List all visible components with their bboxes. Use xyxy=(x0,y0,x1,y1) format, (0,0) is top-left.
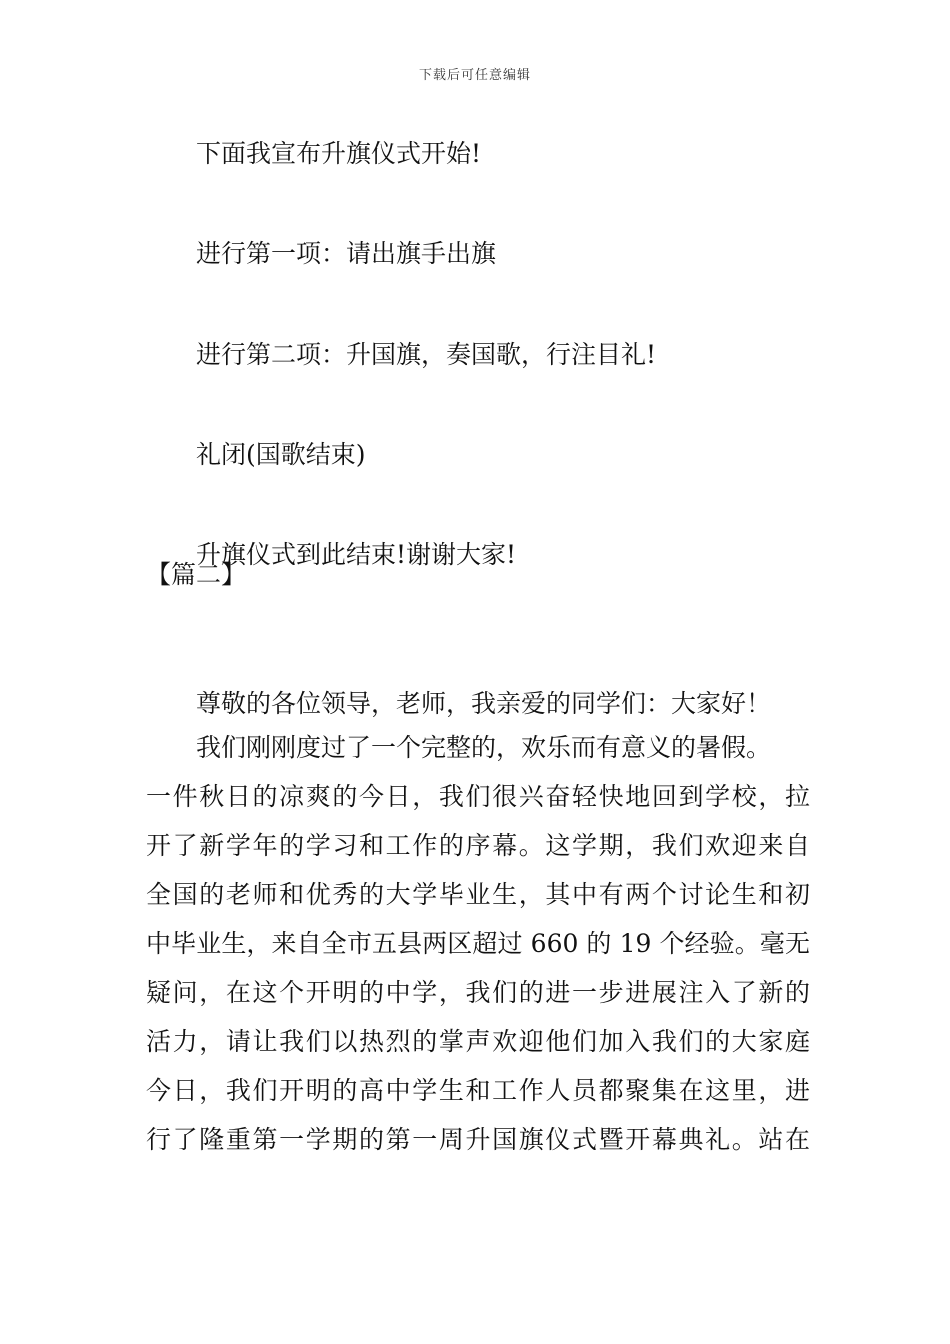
ceremony-line-closing: 升旗仪式到此结束!谢谢大家! xyxy=(196,540,517,569)
paragraph-line: 今日，我们开明的高中学生和工作人员都聚集在这里，进 xyxy=(146,1076,810,1105)
ceremony-line-item-two: 进行第二项：升国旗，奏国歌，行注目礼! xyxy=(196,340,657,369)
ceremony-line-item-one: 进行第一项：请出旗手出旗 xyxy=(196,239,497,268)
paragraph-line: 全国的老师和优秀的大学毕业生，其中有两个讨论生和初 xyxy=(146,880,810,909)
paragraph-line: 我们刚刚度过了一个完整的，欢乐而有意义的暑假。 xyxy=(196,733,772,762)
ceremony-line-anthem-end: 礼闭(国歌结束) xyxy=(196,440,366,469)
paragraph-line: 中毕业生，来自全市五县两区超过 660 的 19 个经验。毫无 xyxy=(146,929,810,958)
paragraph-line: 一件秋日的凉爽的今日，我们很兴奋轻快地回到学校，拉 xyxy=(146,782,810,811)
paragraph-line: 行了隆重第一学期的第一周升国旗仪式暨开幕典礼。站在 xyxy=(146,1125,810,1154)
page-header: 下载后可任意编辑 xyxy=(418,68,531,83)
paragraph-line: 活力，请让我们以热烈的掌声欢迎他们加入我们的大家庭 xyxy=(146,1027,810,1056)
section-title: 【篇二】 xyxy=(146,560,247,589)
greeting-line: 尊敬的各位领导，老师，我亲爱的同学们：大家好！ xyxy=(196,689,772,718)
paragraph-line: 开了新学年的学习和工作的序幕。这学期，我们欢迎来自 xyxy=(146,831,810,860)
body-paragraph xyxy=(146,723,810,1164)
paragraph-line: 疑问，在这个开明的中学，我们的进一步进展注入了新的 xyxy=(146,978,810,1007)
ceremony-line-start: 下面我宣布升旗仪式开始! xyxy=(196,139,482,168)
